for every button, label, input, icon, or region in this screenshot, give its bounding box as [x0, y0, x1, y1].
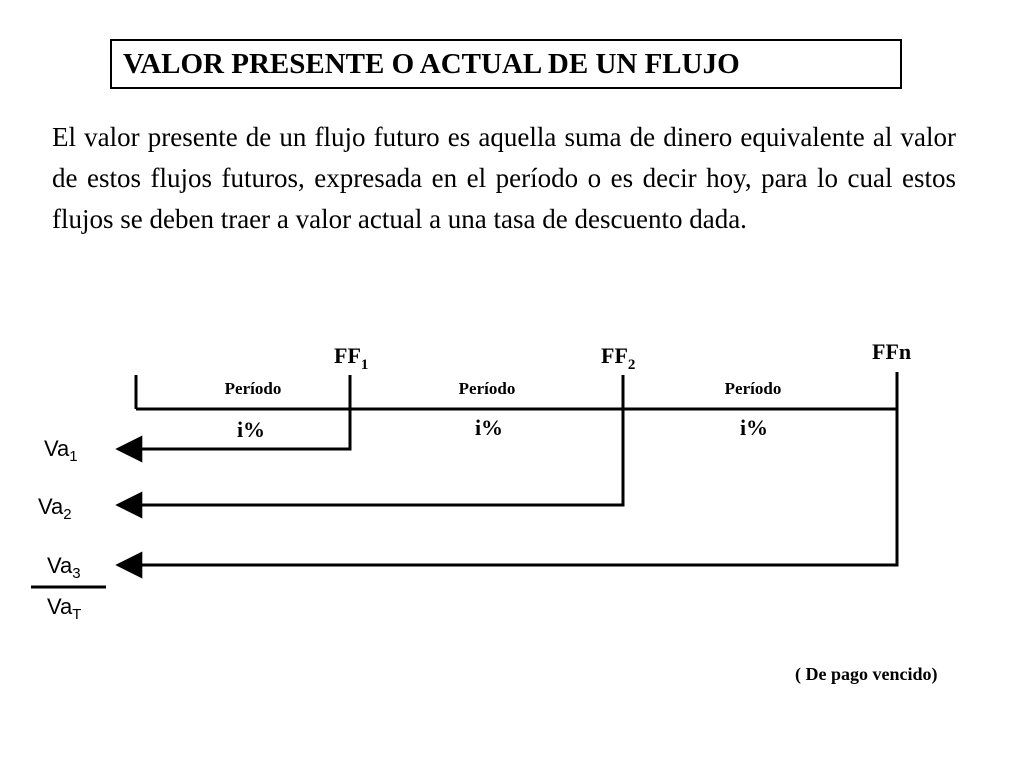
- page-title: VALOR PRESENTE O ACTUAL DE UN FLUJO: [123, 48, 740, 80]
- period-label-3: Período: [724, 379, 782, 398]
- present-value-label-3: $Va_3$: [47, 553, 81, 582]
- flow-label-1: $FF_1$: [334, 343, 369, 373]
- flow-label-n: FFn: [872, 339, 912, 364]
- flow-n-connector: [118, 372, 897, 565]
- flow-2-connector: [118, 375, 623, 505]
- rate-label-3: i%: [739, 415, 769, 440]
- rate-label-2: i%: [474, 415, 504, 440]
- total-value-label: $Va_T$: [47, 594, 82, 623]
- intro-paragraph: El valor presente de un flujo futuro es aquella suma de dinero equivalente al valor de estos flujos futuros, expresada en el período o es decir hoy, para lo cual estos flujos se deben traer a valor actual a una tasa de descuento dada.: [52, 122, 956, 234]
- present-value-label-1: $Va_1$: [44, 436, 78, 465]
- period-label-1: Período: [224, 379, 282, 398]
- present-value-label-2: $Va_2$: [38, 494, 72, 523]
- flow-label-2: $FF_2$: [601, 343, 636, 373]
- period-label-2: Período: [458, 379, 516, 398]
- rate-label-1: i%: [236, 417, 266, 442]
- payment-note: ( De pago vencido): [795, 664, 938, 684]
